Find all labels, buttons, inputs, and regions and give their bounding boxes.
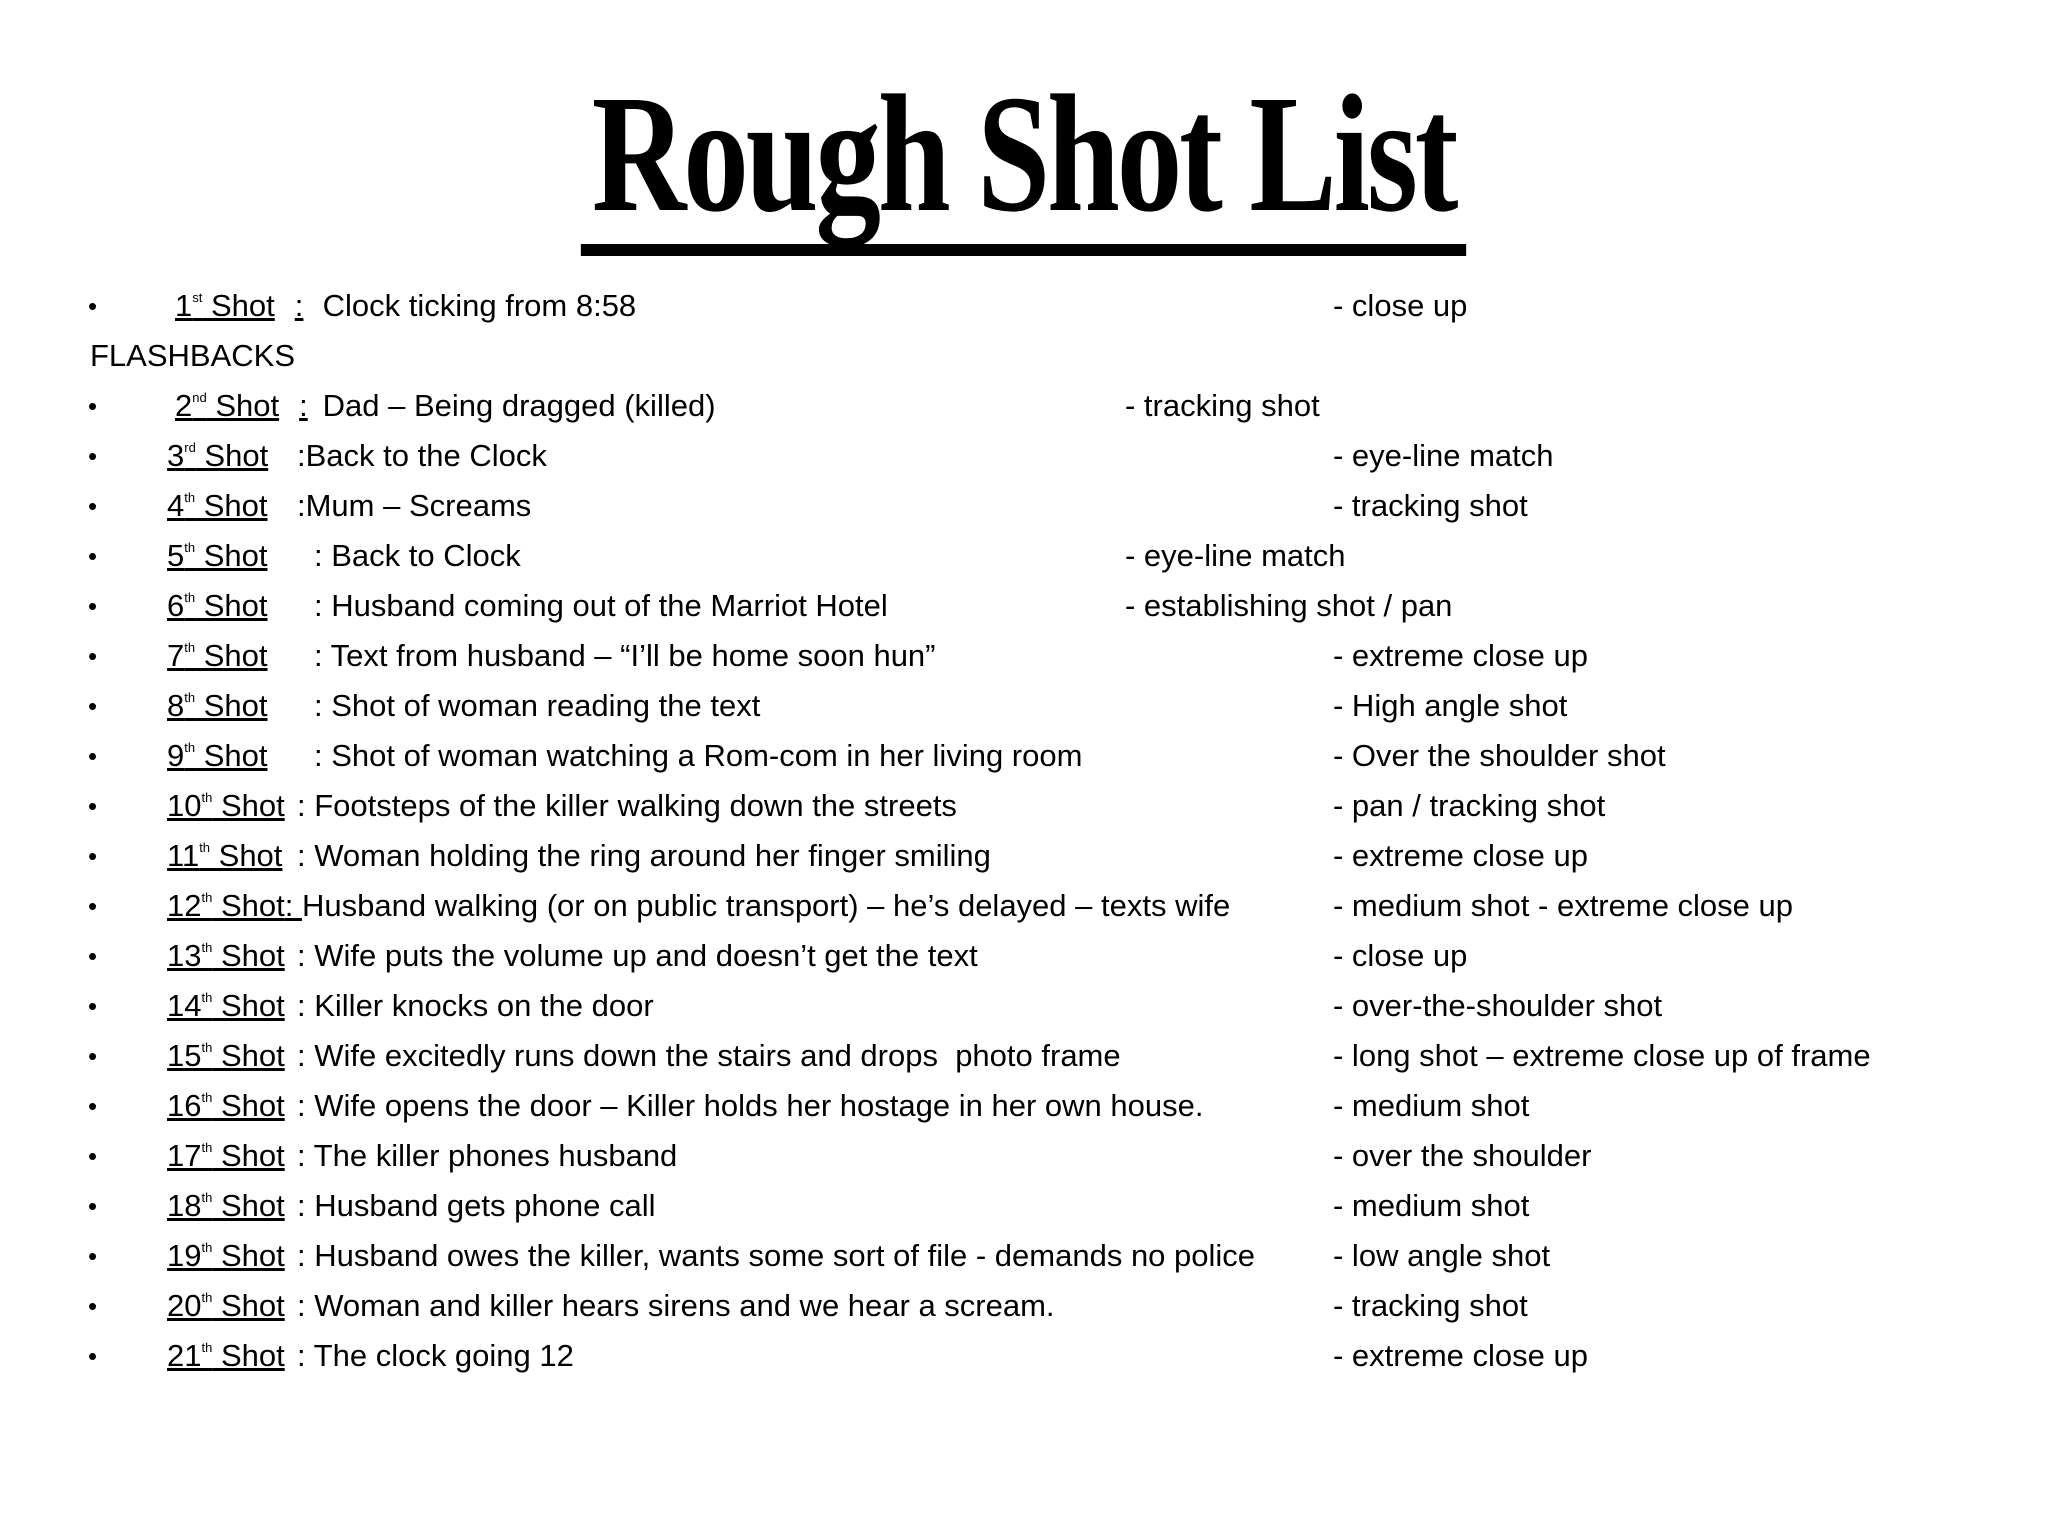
shot-description: : Woman and killer hears sirens and we hear a scream. xyxy=(297,1288,1055,1323)
shot-description: Dad – Being dragged (killed) xyxy=(314,388,716,423)
shot-row xyxy=(0,834,2048,878)
shot-word: Shot xyxy=(195,738,268,773)
section-heading-text: FLASHBACKS xyxy=(90,338,296,373)
camera-technique: - medium shot - extreme close up xyxy=(1333,888,1794,923)
shot-row xyxy=(0,1084,2048,1128)
camera-technique: - close up xyxy=(1333,288,1468,323)
camera-technique: - long shot – extreme close up of frame xyxy=(1333,1038,1871,1073)
ordinal-suffix: th xyxy=(201,940,213,955)
shot-description: Husband walking (or on public transport) – he’s delayed – texts wife xyxy=(302,888,1231,923)
ordinal-suffix: th xyxy=(201,890,213,905)
bullet-icon: • xyxy=(88,491,98,521)
ordinal-suffix: th xyxy=(201,1040,213,1055)
shot-number: 12 xyxy=(167,888,202,923)
shot-description: : The killer phones husband xyxy=(297,1138,678,1173)
shot-description: : Shot of woman watching a Rom-com in her living room xyxy=(314,738,1083,773)
ordinal-suffix: th xyxy=(201,1140,213,1155)
ordinal-suffix: th xyxy=(199,840,211,855)
shot-description: : Wife excitedly runs down the stairs and drops photo frame xyxy=(297,1038,1121,1073)
shot-number: 21 xyxy=(167,1338,202,1373)
shot-separator: : xyxy=(299,388,308,423)
ordinal-suffix: th xyxy=(201,990,213,1005)
bullet-icon: • xyxy=(88,541,98,571)
shot-label xyxy=(167,584,267,628)
bullet-icon: • xyxy=(88,1191,98,1221)
shot-number: 9 xyxy=(167,738,185,773)
shot-label xyxy=(167,534,267,578)
shot-row xyxy=(0,984,2048,1028)
shot-row xyxy=(0,734,2048,778)
shot-description: : Husband gets phone call xyxy=(297,1188,656,1223)
bullet-icon: • xyxy=(88,741,98,771)
shot-description: :Mum – Screams xyxy=(297,488,532,523)
shot-word: Shot xyxy=(212,1288,285,1323)
shot-label xyxy=(167,1034,285,1078)
shot-row xyxy=(0,484,2048,528)
ordinal-suffix: th xyxy=(184,590,196,605)
shot-word: Shot xyxy=(195,588,268,623)
camera-technique: - eye-line match xyxy=(1125,538,1346,573)
shot-label xyxy=(167,1284,285,1328)
shot-label xyxy=(167,984,285,1028)
shot-description: : Back to Clock xyxy=(314,538,521,573)
shot-word: Shot xyxy=(195,638,268,673)
shot-word: Shot xyxy=(212,888,285,923)
shot-word: Shot xyxy=(210,838,283,873)
ordinal-suffix: rd xyxy=(184,440,196,455)
shot-row xyxy=(0,934,2048,978)
shot-number: 4 xyxy=(167,488,185,523)
camera-technique: - establishing shot / pan xyxy=(1125,588,1453,623)
shot-row xyxy=(0,784,2048,828)
bullet-icon: • xyxy=(88,791,98,821)
camera-technique: - medium shot xyxy=(1333,1188,1530,1223)
shot-label xyxy=(167,784,285,828)
shot-label xyxy=(167,684,267,728)
shot-description: : Husband owes the killer, wants some sort of file - demands no police xyxy=(297,1238,1256,1273)
shot-number: 19 xyxy=(167,1238,202,1273)
shot-label xyxy=(167,1234,285,1278)
bullet-icon: • xyxy=(88,591,98,621)
shot-word: Shot xyxy=(212,1188,285,1223)
shot-description: : Woman holding the ring around her finger smiling xyxy=(297,838,991,873)
shot-number: 5 xyxy=(167,538,185,573)
camera-technique: - tracking shot xyxy=(1125,388,1320,423)
shot-word: Shot xyxy=(212,1088,285,1123)
camera-technique: - over the shoulder xyxy=(1333,1138,1592,1173)
bullet-icon: • xyxy=(88,1241,98,1271)
bullet-icon: • xyxy=(88,1091,98,1121)
shot-label xyxy=(167,634,267,678)
shot-word: Shot xyxy=(212,938,285,973)
shot-word: Shot xyxy=(195,688,268,723)
ordinal-suffix: st xyxy=(192,290,203,305)
shot-number: 7 xyxy=(167,638,185,673)
bullet-icon: • xyxy=(88,1041,98,1071)
shot-label xyxy=(167,1134,285,1178)
shot-row xyxy=(0,1284,2048,1328)
camera-technique: - tracking shot xyxy=(1333,488,1528,523)
shot-label xyxy=(167,934,285,978)
page-title: Rough Shot List xyxy=(581,70,1466,256)
shot-description: : Shot of woman reading the text xyxy=(314,688,761,723)
bullet-icon: • xyxy=(88,391,98,421)
camera-technique: - over-the-shoulder shot xyxy=(1333,988,1663,1023)
shot-row xyxy=(0,884,2048,928)
camera-technique: - close up xyxy=(1333,938,1468,973)
shot-word: Shot xyxy=(212,1038,285,1073)
ordinal-suffix: th xyxy=(184,740,196,755)
shot-label xyxy=(167,1184,285,1228)
shot-description: : Text from husband – “I’ll be home soon hun” xyxy=(314,638,936,673)
ordinal-suffix: th xyxy=(184,640,196,655)
shot-number: 11 xyxy=(167,838,200,873)
shot-label xyxy=(167,1334,285,1378)
shot-label xyxy=(167,1084,285,1128)
shot-number: 1 xyxy=(175,288,193,323)
camera-technique: - eye-line match xyxy=(1333,438,1554,473)
shot-word: Shot xyxy=(212,1138,285,1173)
shot-label xyxy=(175,284,303,328)
shot-label xyxy=(167,734,267,778)
camera-technique: - pan / tracking shot xyxy=(1333,788,1606,823)
ordinal-suffix: th xyxy=(201,1090,213,1105)
bullet-icon: • xyxy=(88,1291,98,1321)
shot-description: : Wife puts the volume up and doesn’t get the text xyxy=(297,938,978,973)
shot-number: 6 xyxy=(167,588,185,623)
ordinal-suffix: th xyxy=(184,690,196,705)
shot-number: 17 xyxy=(167,1138,202,1173)
bullet-icon: • xyxy=(88,641,98,671)
shot-row xyxy=(0,434,2048,478)
shot-row xyxy=(0,634,2048,678)
shot-word: Shot xyxy=(206,388,280,423)
shot-word: Shot xyxy=(212,1338,285,1373)
shot-description: : Husband coming out of the Marriot Hotel xyxy=(314,588,888,623)
shot-number: 2 xyxy=(175,388,193,423)
shot-word: Shot xyxy=(202,288,275,323)
shot-number: 8 xyxy=(167,688,185,723)
camera-technique: - extreme close up xyxy=(1333,838,1588,873)
shot-row xyxy=(0,584,2048,628)
shot-label xyxy=(167,834,282,878)
shot-row xyxy=(0,1034,2048,1078)
bullet-icon: • xyxy=(88,1141,98,1171)
camera-technique: - extreme close up xyxy=(1333,1338,1588,1373)
camera-technique: - Over the shoulder shot xyxy=(1333,738,1666,773)
shot-word: Shot xyxy=(212,1238,285,1273)
bullet-icon: • xyxy=(88,841,98,871)
bullet-icon: • xyxy=(88,1341,98,1371)
shot-word: Shot xyxy=(195,538,268,573)
shot-description: : The clock going 12 xyxy=(297,1338,574,1373)
shot-label xyxy=(167,484,267,528)
shot-label xyxy=(175,384,308,428)
bullet-icon: • xyxy=(88,691,98,721)
bullet-icon: • xyxy=(88,291,98,321)
shot-row xyxy=(0,1334,2048,1378)
shot-separator: : xyxy=(284,888,302,923)
shot-number: 16 xyxy=(167,1088,202,1123)
shot-description: Clock ticking from 8:58 xyxy=(314,288,637,323)
shot-row xyxy=(0,684,2048,728)
ordinal-suffix: th xyxy=(201,1290,213,1305)
shot-number: 10 xyxy=(167,788,202,823)
ordinal-suffix: nd xyxy=(192,390,207,405)
ordinal-suffix: th xyxy=(184,490,196,505)
shot-word: Shot xyxy=(212,788,285,823)
shot-word: Shot xyxy=(195,438,269,473)
camera-technique: - extreme close up xyxy=(1333,638,1588,673)
camera-technique: - low angle shot xyxy=(1333,1238,1551,1273)
shot-label xyxy=(167,434,268,478)
shot-word: Shot xyxy=(195,488,268,523)
ordinal-suffix: th xyxy=(184,540,196,555)
camera-technique: - tracking shot xyxy=(1333,1288,1528,1323)
shot-description: : Killer knocks on the door xyxy=(297,988,654,1023)
section-heading-flashbacks xyxy=(0,334,2048,378)
shot-row xyxy=(0,1234,2048,1278)
shot-separator: : xyxy=(294,288,304,323)
shot-row xyxy=(0,384,2048,428)
shot-description: : Wife opens the door – Killer holds her hostage in her own house. xyxy=(297,1088,1204,1123)
shot-number: 15 xyxy=(167,1038,202,1073)
bullet-icon: • xyxy=(88,991,98,1021)
shot-row xyxy=(0,1184,2048,1228)
bullet-icon: • xyxy=(88,941,98,971)
bullet-icon: • xyxy=(88,441,98,471)
ordinal-suffix: th xyxy=(201,1240,213,1255)
camera-technique: - medium shot xyxy=(1333,1088,1530,1123)
shot-number: 13 xyxy=(167,938,202,973)
ordinal-suffix: th xyxy=(201,1340,213,1355)
shot-number: 14 xyxy=(167,988,202,1023)
shot-description: :Back to the Clock xyxy=(297,438,547,473)
shot-row xyxy=(0,1134,2048,1178)
ordinal-suffix: th xyxy=(201,1190,213,1205)
shot-description: : Footsteps of the killer walking down the streets xyxy=(297,788,957,823)
shot-number: 3 xyxy=(167,438,185,473)
camera-technique: - High angle shot xyxy=(1333,688,1568,723)
shot-row xyxy=(0,284,2048,328)
bullet-icon: • xyxy=(88,891,98,921)
shot-row xyxy=(0,534,2048,578)
shot-label xyxy=(167,884,302,928)
shot-number: 20 xyxy=(167,1288,202,1323)
shot-word: Shot xyxy=(212,988,285,1023)
ordinal-suffix: th xyxy=(201,790,213,805)
shot-number: 18 xyxy=(167,1188,202,1223)
